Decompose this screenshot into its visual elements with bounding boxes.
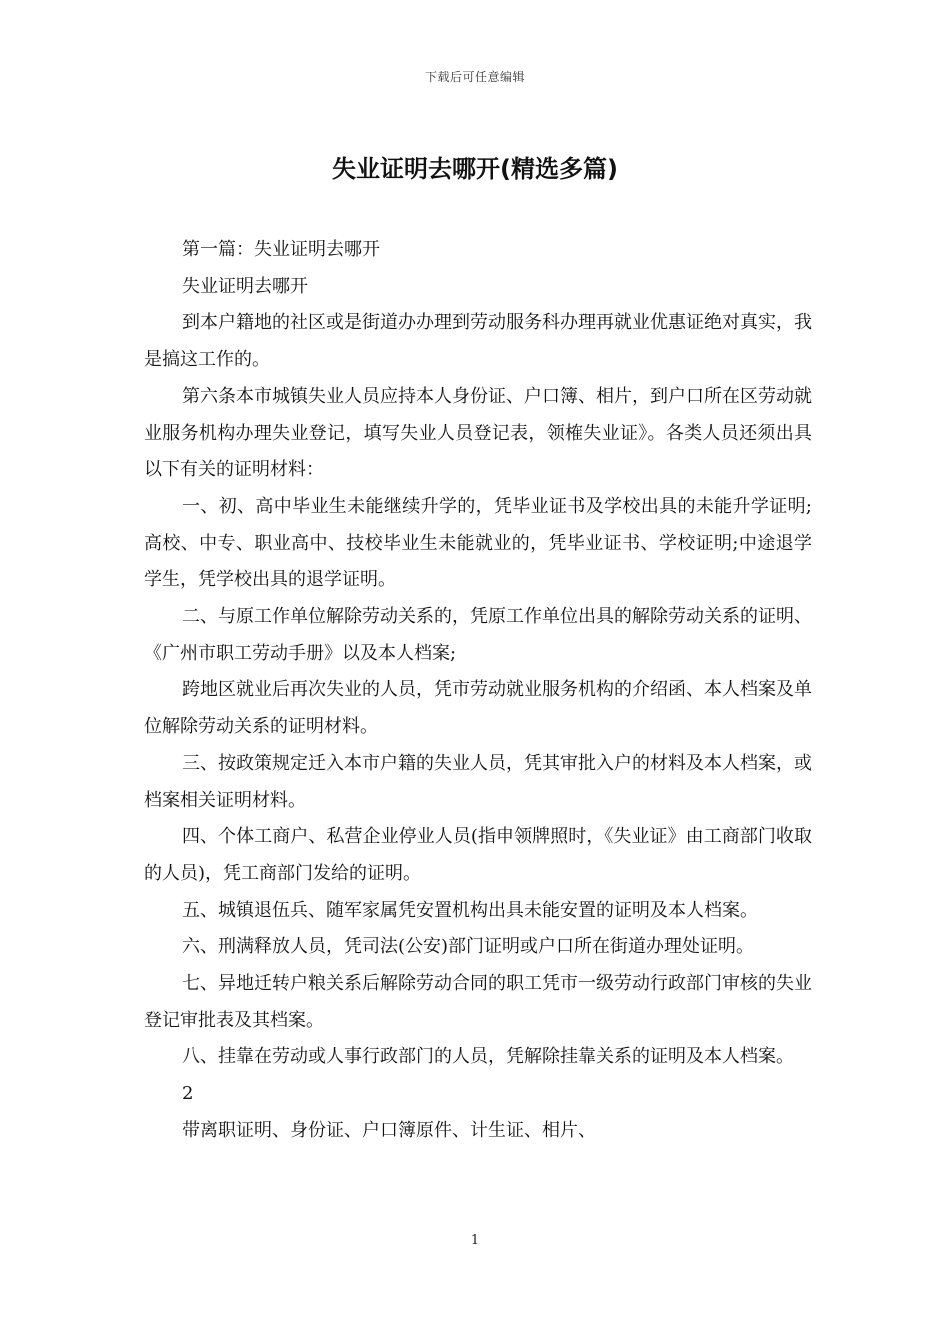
paragraph: 五、城镇退伍兵、随军家属凭安置机构出具未能安置的证明及本人档案。 [182, 899, 758, 921]
paragraph: 二、与原工作单位解除劳动关系的，凭原工作单位出具的解除劳动关系的证明、《广州市职工劳动手册》以及本人档案; [144, 606, 812, 664]
paragraph: 八、挂靠在劳动或人事行政部门的人员，凭解除挂靠关系的证明及本人档案。 [182, 1046, 794, 1068]
page-number: 1 [470, 1233, 480, 1248]
paragraph: 带离职证明、身份证、户口簿原件、计生证、相片、 [182, 1119, 596, 1141]
paragraph: 失业证明去哪开 [182, 275, 308, 297]
document-title: 失业证明去哪开(精选多篇) [332, 155, 618, 183]
paragraph: 到本户籍地的社区或是街道办办理到劳动服务科办理再就业优惠证绝对真实，我是搞这工作的。 [144, 312, 812, 371]
paragraph: 2 [182, 1083, 194, 1105]
paragraph: 一、初、高中毕业生未能继续升学的，凭毕业证书及学校出具的未能升学证明;高校、中专、职业高中、技校毕业生未能就业的，凭毕业证书、学校证明;中途退学学生，凭学校出具的退学证明。 [144, 495, 812, 591]
paragraph: 四、个体工商户、私营企业停业人员(指申领牌照时，《失业证》由工商部门收取的人员)，凭工商部门发给的证明。 [144, 826, 812, 884]
paragraph: 第一篇：失业证明去哪开 [182, 239, 380, 260]
paragraph: 第六条本市城镇失业人员应持本人身份证、户口簿、相片，到户口所在区劳动就业服务机构办理失业登记，填写失业人员登记表，领榷失业证》。各类人员还须出具以下有关的证明材料： [144, 385, 812, 481]
paragraph: 六、刑满释放人员，凭司法(公安)部门证明或户口所在街道办理处证明。 [182, 936, 755, 958]
document-body [144, 232, 812, 1150]
header-note: 下载后可任意编辑 [424, 70, 525, 84]
paragraph: 跨地区就业后再次失业的人员，凭市劳动就业服务机构的介绍函、本人档案及单位解除劳动关系的证明材料。 [144, 679, 812, 738]
paragraph: 七、异地迁转户粮关系后解除劳动合同的职工凭市一级劳动行政部门审核的失业登记审批表及其档案。 [144, 973, 812, 1031]
paragraph: 三、按政策规定迁入本市户籍的失业人员，凭其审批入户的材料及本人档案，或档案相关证明材料。 [144, 752, 812, 811]
